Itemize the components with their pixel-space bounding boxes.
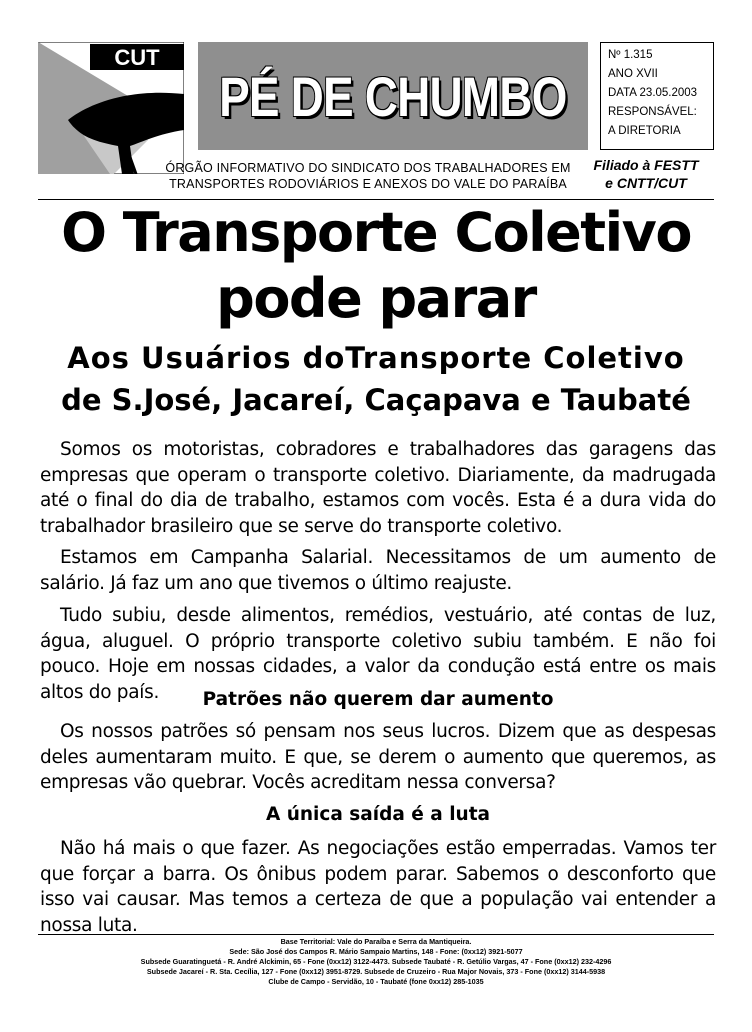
responsible-value: A DIRETORIA	[608, 125, 681, 137]
issue-info-box	[600, 42, 714, 150]
responsible-label: RESPONSÁVEL:	[608, 106, 697, 118]
subtitle-line-2: TRANSPORTES RODOVIÁRIOS E ANEXOS DO VALE DO PARAÍBA	[169, 177, 567, 191]
issue-number: Nº 1.315	[608, 49, 653, 61]
paragraph-3: Tudo subiu, desde alimentos, remédios, vestuário, até contas de luz, água, aluguel. O próprio transporte coletivo subiu também. E não foi pouco. Hoje em nossas cidades, a valor da condução está entre os mais altos do país.	[40, 605, 716, 703]
footer-line-3: Subsede Guaratinguetá - R. André Alckimin, 65 - Fone (0xx12) 3122-4473. Subsede Taubaté - R. Getúlio Vargas, 47 - Fone (0xx12) 232-4296	[140, 957, 612, 966]
affiliation-line-1: Filiado à FESTT	[593, 157, 699, 173]
paragraph-1: Somos os motoristas, cobradores e trabalhadores das garagens das empresas que operam o transporte coletivo. Diariamente, da madrugada até o final do dia de trabalho, estamos com vocês. Esta é a dura vida do trabalhador brasileiro que se serve do transporte coletivo.	[40, 439, 716, 537]
footer-divider	[38, 934, 714, 935]
footer-line-1: Base Territorial: Vale do Paraíba e Serra da Mantiqueira.	[280, 937, 472, 946]
footer-line-5: Clube de Campo - Servidão, 10 - Taubaté (fone 0xx12) 285-1035	[268, 977, 484, 986]
newspaper-title: PÉ DE CHUMBO	[219, 64, 567, 128]
section-heading-1: Patrões não querem dar aumento	[202, 689, 554, 710]
subheadline-line-2: de S.José, Jacareí, Caçapava e Taubaté	[61, 383, 691, 417]
cut-logo-text: CUT	[114, 45, 160, 70]
issue-year: ANO XVII	[608, 68, 658, 80]
subheadline-line-1: Aos Usuários doTransporte Coletivo	[67, 341, 685, 375]
paragraph-5: Não há mais o que fazer. As negociações estão emperradas. Vamos ter que forçar a barra. Os ônibus podem parar. Sabemos o desconforto que isso vai causar. Mas temos a certeza de que a população vai entender a nossa luta.	[40, 838, 716, 936]
footer-line-4: Subsede Jacareí - R. Sta. Cecília, 127 - Fone (0xx12) 3951-8729. Subsede de Cruzeiro - Rua Major Novais, 373 - Fone (0xx12) 3144-5938	[146, 967, 606, 976]
footer-line-2: Sede: São José dos Campos R. Mário Sampaio Martins, 148 - Fone: (0xx12) 3921-5077	[229, 947, 523, 956]
issue-date: DATA 23.05.2003	[608, 87, 698, 99]
subtitle-line-1: ÓRGÃO INFORMATIVO DO SINDICATO DOS TRABALHADORES EM	[165, 161, 571, 175]
publisher-subtitle	[148, 160, 588, 192]
paragraph-2: Estamos em Campanha Salarial. Necessitamos de um aumento de salário. Já faz um ano que tivemos o último reajuste.	[40, 547, 716, 594]
footer	[60, 937, 692, 987]
section-heading-2: A única saída é a luta	[265, 804, 491, 825]
paragraph-4: Os nossos patrões só pensam nos seus lucros. Dizem que as despesas deles aumentaram muito. E que, se derem o aumento que queremos, as empresas vão quebrar. Vocês acreditam nessa conversa?	[40, 721, 716, 793]
affiliation-line-2: e CNTT/CUT	[605, 175, 687, 191]
headline-line-1: O Transporte Coletivo	[61, 201, 691, 264]
headline-line-2: pode parar	[216, 267, 536, 330]
affiliation	[584, 156, 708, 192]
cut-logo	[38, 42, 184, 174]
masthead	[198, 42, 588, 150]
main-headline	[20, 200, 732, 332]
